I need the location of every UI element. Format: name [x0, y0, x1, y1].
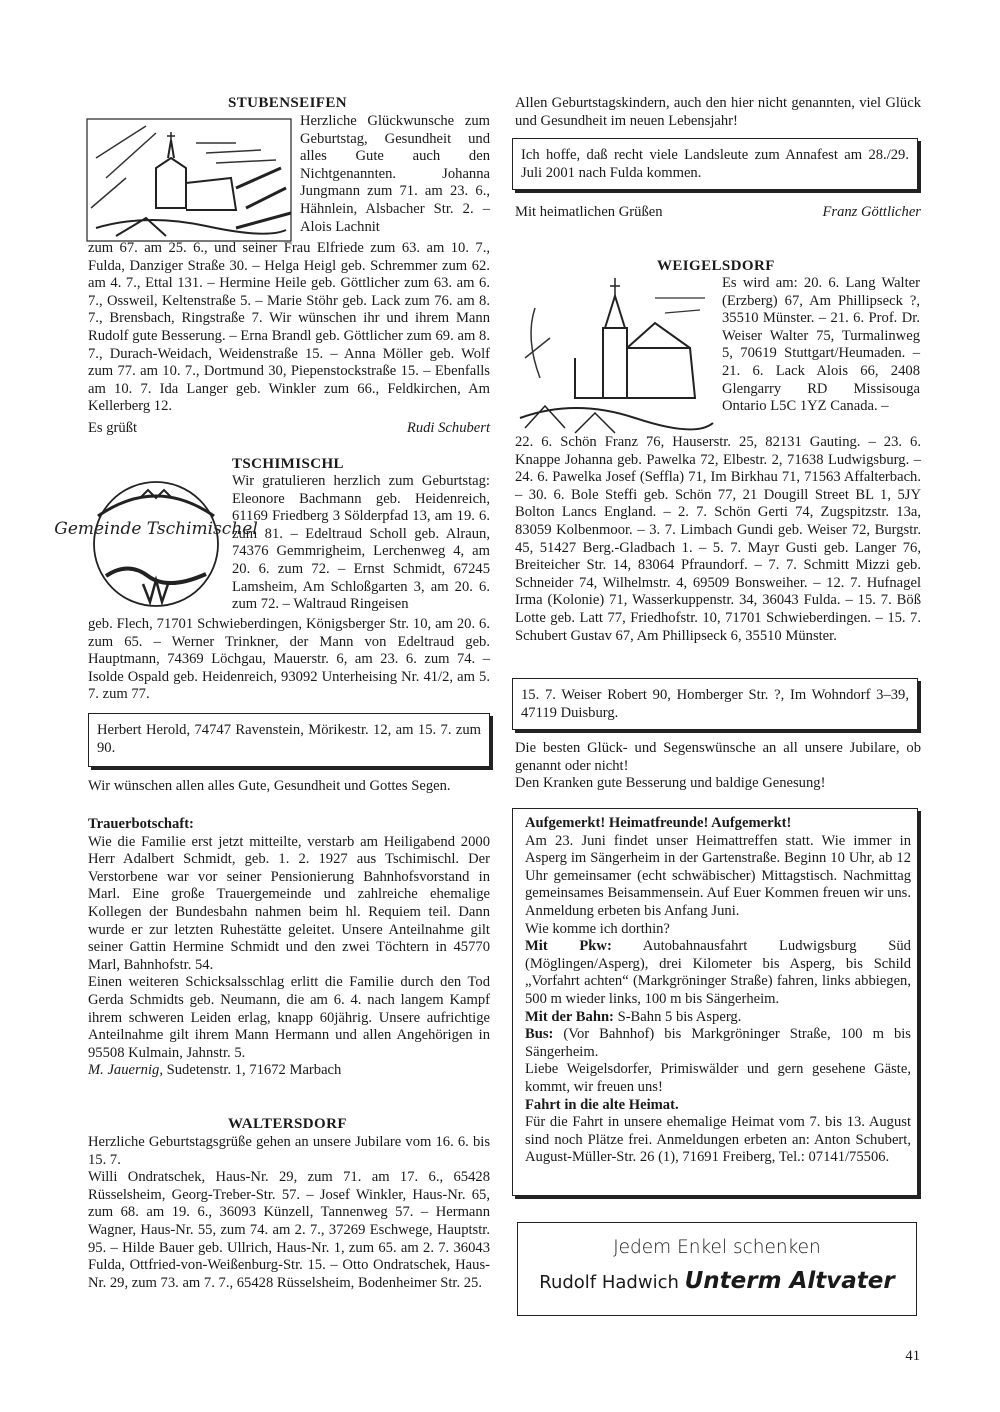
weigelsdorf-text-side: Es wird am: 20. 6. Lang Walter (Erzberg) 67, Am Phillipseck ?, 35510 Münster. – 21. 6. Prof. Dr. Weiser Walter 75, Turmalinweg 5, 70619 Stuttgart/Heumaden. – 21. 6. Lack Alois 66, 2408 Glengarry RD Missisouga Ontario L5C 1YZ Canada. – [722, 275, 920, 415]
trauer-signature [88, 1062, 490, 1080]
notice-pkw-label: Mit Pkw: [525, 938, 612, 955]
tschimischl-title: TSCHIMISCHL [232, 456, 344, 472]
stubenseifen-text-full: zum 67. am 25. 6., und seiner Frau Elfriede zum 63. am 10. 7., Fulda, Danziger Straße 30. – Helga Heigl geb. Schremmer zum 62. am 4. 7., Ettal 131. – Hermine Heile geb. Göttlicher zum 63. am 6. 7., Ossweil, Keltenstraße 5. – Marie Stöhr geb. Lack zum 76. am 8. 7., Brensbach, Ringstraße 7. Wir wünschen ihr und ihrem Mann Rudolf gute Besserung. – Erna Brandl geb. Göttlicher zum 69. am 8. 7., Durach-Weidach, Weidenstraße 15. – Anna Möller geb. Wolf zum 77. am 10. 7., Dortmund 30, Piepenstockstraße 15. – Ebenfalls am 10. 7. Ida Langer geb. Winkler zum 66., Feldkirchen, Am Kellerberg 12. [88, 240, 490, 415]
weiser-box [512, 678, 918, 730]
stubenseifen-signature-row [88, 420, 490, 438]
trauer-section [88, 816, 490, 1080]
weigelsdorf-wish2: Den Kranken gute Besserung und baldige Genesung! [515, 775, 826, 792]
notice-invite: Liebe Weigelsdorfer, Primiswälder und gern gesehene Gäste, kommt, wir freuen uns! [525, 1061, 911, 1095]
weigelsdorf-wish1: Die besten Glück- und Segenswünsche an all unsere Jubilare, ob genannt oder nicht! [515, 740, 921, 774]
weigelsdorf-church-illustration [515, 278, 713, 438]
trauer-signature-name: M. Jauernig, [88, 1062, 163, 1079]
stubenseifen-signature: Rudi Schubert [406, 420, 490, 436]
notice-bus [525, 1026, 911, 1061]
notice-trip-text: Für die Fahrt in unsere ehemalige Heimat vom 7. bis 13. August sind noch Plätze frei. Anmeldungen erbeten an: Anton Schubert, August-Müller-Str. 26 (1), 71691 Freiberg, Tel.: 07141/75506. [525, 1114, 911, 1166]
waltersdorf-text: Willi Ondratschek, Haus-Nr. 29, zum 71. am 17. 6., 65428 Rüsselsheim, Georg-Treber-Str. 57. – Josef Winkler, Haus-Nr. 65, zum 68. am 19. 6., 36093 Künzell, Tannenweg 57. – Hermann Wagner, Haus-Nr. 55, zum 74. am 2. 7., 37269 Eschwege, Hauptstr. 95. – Hilde Bauer geb. Ullrich, Haus-Nr. 1, zum 65. am 2. 7. 36043 Fulda, Ottfried-von-Weißenburg-Str. 15. – Otto Ondratschek, Haus-Nr. 29, zum 73. am 7. 7., 65428 Rüsselsheim, Bodenheimer Str. 25. [88, 1169, 490, 1291]
trauer-p1: Wie die Familie erst jetzt mitteilte, verstarb am Heiligabend 2000 Herr Adalbert Schmidt, geb. 1. 2. 1927 aus Tschimischl. Der Verstorbene war vor seiner Pensionierung Bahnhofsvorstand in Marl. Eine große Trauergemeinde und zahlreiche ehemalige Kollegen der Bundesbahn nahmen beim hl. Requiem teil. Dann wurde er zur letzten Ruhestätte geleitet. Unsere Anteilnahme gilt seiner Gattin Hermine Schmidt und den zwei Töchtern in 45770 Marl, Bahnhofstr. 54. [88, 833, 490, 973]
herold-text: Herbert Herold, 74747 Ravenstein, Mörikestr. 12, am 15. 7. zum 90. [97, 722, 481, 756]
trauer-signature-addr: Sudetenstr. 1, 71672 Marbach [166, 1062, 342, 1079]
stubenseifen-greeting: Es grüßt [88, 420, 138, 436]
stubenseifen-text-side: Herzliche Glückwunsche zum Geburtstag, Gesundheit und alles Gute auch den Nichtgenannten. Johanna Jungmann zum 71. am 23. 6., Hähnlein, Alsbacher Str. 2. – Alois Lachnit [300, 113, 490, 235]
annafest-box [512, 138, 918, 190]
notice-box [512, 808, 918, 1196]
herold-box [88, 713, 490, 767]
weigelsdorf-wishes [515, 740, 921, 793]
tschimischl-text-full: geb. Flech, 71701 Schwieberdingen, Königsberger Str. 10, am 20. 6. zum 65. – Werner Trinkner, der Mann von Edeltraud geb. Hauptmann, 74369 Löchgau, Mauerstr. 6, am 23. 6. zum 74. – Isolde Ospald geb. Heidenreich, 93092 Unterheising Nr. 41/2, am 5. 7. zum 77. [88, 616, 490, 703]
ad-line1: Jedem Enkel schenken [613, 1237, 821, 1258]
notice-question: Wie komme ich dorthin? [525, 920, 670, 937]
waltersdorf-intro: Herzliche Geburtstagsgrüße gehen an unsere Jubilare vom 16. 6. bis 15. 7. [88, 1134, 490, 1168]
notice-bus-text: (Vor Bahnhof) bis Markgröninger Straße, 100 m bis Sängerheim. [525, 1026, 911, 1060]
waltersdorf-title: WALTERSDORF [228, 1116, 347, 1132]
weigelsdorf-text-full: 22. 6. Schön Franz 76, Hauserstr. 25, 82131 Gauting. – 23. 6. Knappe Johanna geb. Pawelka 72, Elbestr. 2, 71638 Ludwigsburg. – 24. 6. Pawelka Josef (Seffla) 71, Im Birkhau 71, 71563 Affalterbach. – 30. 6. Bole Steffi geb. Schön 77, 21 Dougill Street BL 1, 5JY Bolton Lancs England. – 2. 7. Schön Gerti 74, Zugspitzstr. 13a, 83059 Kolbenmoor. – 3. 7. Limbach Gundi geb. Weiser 72, Burgstr. 45, 51427 Berg.-Gladbach 1. – 5. 7. Mayr Gusti geb. Langer 76, Breiteicher Str. 14, 83064 Pfraundorf. – 7. 7. Schmitt Mizzi geb. Schneider 74, Wilhelmstr. 4, 69509 Bonsweiher. – 12. 7. Hufnagel Irma (Kolonie) 71, Wasserkuppenstr. 34, 36043 Fulda. – 15. 7. Böß Lotte geb. Latt 77, Friedhofstr. 10, 71701 Schwieberdingen. – 15. 7. Schubert Gustav 67, Am Phillipseck 6, 35510 Münster. [515, 434, 921, 644]
stubenseifen-title: STUBENSEIFEN [228, 95, 348, 111]
notice-pkw [525, 938, 911, 1008]
right-intro: Allen Geburtstagskindern, auch den hier nicht genannten, viel Glück und Gesundheit im neuen Lebensjahr! [515, 95, 921, 129]
page-number: 41 [905, 1348, 920, 1364]
notice-content [525, 815, 911, 1167]
tschimischl-wish: Wir wünschen allen alles Gute, Gesundheit und Gottes Segen. [88, 778, 451, 794]
notice-bus-label: Bus: [525, 1026, 554, 1043]
waltersdorf-section [88, 1134, 490, 1292]
notice-p1: Am 23. Juni findet unser Heimattreffen statt. Wie immer in Asperg im Sängerheim in der Gartenstraße. Beginn 10 Uhr, ab 12 Uhr gemeinsamer (echt schwäbischer) Mittagstisch. Nachmittag gemeinsames Beisammensein. Auf Euer Kommen freuen wir uns. Anmeldung erbeten bis Anfang Juni. [525, 832, 911, 919]
notice-bahn-text: S-Bahn 5 bis Asperg. [617, 1008, 742, 1025]
right-signature-row [515, 204, 921, 222]
tschimischl-text-side: Wir gratulieren herzlich zum Geburtstag: Eleonore Bachmann geb. Heidenreich, 61169 Friedberg 3 Sölderpfad 13, am 19. 6. zum 81. – Edeltraud Scholl geb. Alraun, 74376 Gemmrigheim, Lerchenweg 4, am 20. 6. zum 72. – Ernst Schmidt, 67245 Lamsheim, Am Schloßgarten 3, am 20. 6. zum 72. – Waltraud Ringeisen [232, 473, 490, 613]
trauer-p2: Einen weiteren Schicksalsschlag erlitt die Familie durch den Tod Gerda Schmidts geb. Neumann, die am 6. 4. nach langem Kampf ihrem schweren Leiden erlag, knapp 60jährig. Unsere aufrichtige Anteilnahme gilt ihrem Mann Hermann und allen Angehörigen in 95508 Kulmain, Jahnstr. 5. [88, 974, 490, 1061]
weiser-text: 15. 7. Weiser Robert 90, Homberger Str. ?, Im Wohndorf 3–39, 47119 Duisburg. [521, 687, 909, 721]
ad-book-title: Unterm Altvater [684, 1268, 895, 1294]
notice-trip-heading: Fahrt in die alte Heimat. [525, 1096, 679, 1113]
notice-bahn [525, 1009, 911, 1027]
annafest-text: Ich hoffe, daß recht viele Landsleute zum Annafest am 28./29. Juli 2001 nach Fulda kommen. [521, 147, 909, 181]
weigelsdorf-title: WEIGELSDORF [657, 258, 775, 274]
right-signature: Franz Göttlicher [822, 204, 921, 220]
notice-pkw-text: Autobahnausfahrt Ludwigsburg Süd (Möglingen/Asperg), drei Kilometer bis Asperg, bis Schild „Vorfahrt achten“ (Markgröninger Straße) fahren, links abbiegen, 500 m wieder links, 100 m bis Sängerheim. [525, 938, 911, 1007]
seal-text: Gemeinde Tschimischel [54, 519, 258, 539]
trauer-heading: Trauerbotschaft: [88, 816, 194, 832]
gemeinde-seal [54, 476, 258, 612]
ad-author: Rudolf Hadwich [539, 1272, 679, 1293]
church-illustration [86, 118, 292, 242]
notice-heading: Aufgemerkt! Heimatfreunde! Aufgemerkt! [525, 815, 792, 831]
notice-bahn-label: Mit der Bahn: [525, 1008, 614, 1025]
book-ad [517, 1222, 917, 1316]
ad-line2 [518, 1268, 916, 1294]
right-greeting: Mit heimatlichen Grüßen [515, 204, 663, 220]
